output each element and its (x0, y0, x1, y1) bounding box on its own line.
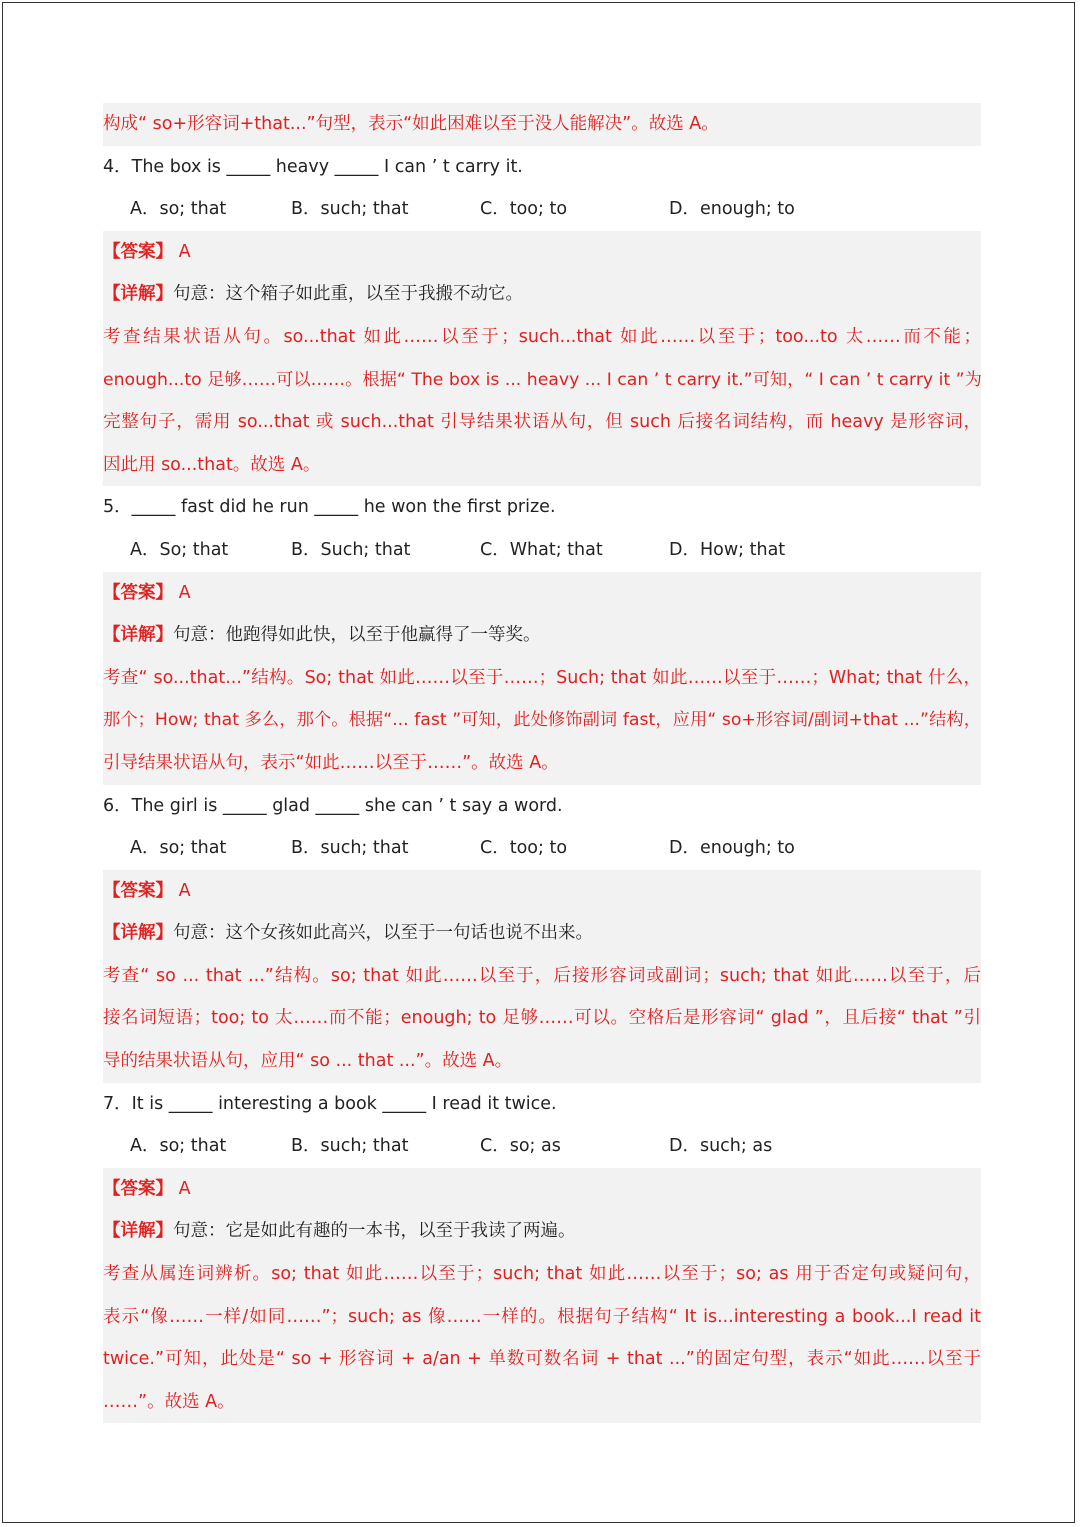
option-a: A．so; that (130, 838, 227, 859)
explanation-line: 引导结果状语从句，表示“如此……以至于……”。故选 A。 (103, 752, 559, 773)
question-6-options (103, 827, 981, 870)
detail-line (103, 614, 981, 657)
answer-label: 【答案】 (103, 241, 173, 262)
detail-label: 【详解】 (103, 1221, 173, 1242)
explanation-line: 因此用 so...that。故选 A。 (103, 454, 321, 475)
question-7-analysis (103, 1168, 981, 1424)
option-b: B．Such; that (291, 539, 411, 560)
option-c: C．so; as (480, 1136, 561, 1157)
answer-line (103, 1168, 981, 1211)
detail-label: 【详解】 (103, 923, 173, 944)
question-4-analysis (103, 231, 981, 487)
explanation-line: enough...to 足够……可以……。根据“ The box is ... heavy ... I can ’ t carry it.”可知，“ I can ’ t carry it ”为 (103, 369, 982, 390)
option-b: B．such; that (291, 199, 409, 220)
option-d: D．enough; to (669, 838, 795, 859)
answer-value: A (178, 880, 191, 901)
explanation-line: 导的结果状语从句，应用“ so ... that ...”。故选 A。 (103, 1051, 513, 1072)
option-c: C．too; to (480, 838, 568, 859)
question-4-stem: 4．The box is _____ heavy _____ I can ’ t carry it. (103, 156, 523, 177)
answer-label: 【答案】 (103, 880, 173, 901)
explanation-line: 完整句子，需用 so...that 或 such...that 引导结果状语从句，但 such 后接名词结构，而 heavy 是形容词， (103, 412, 981, 433)
question-7-stem: 7．It is _____ interesting a book _____ I read it twice. (103, 1093, 557, 1114)
detail-meaning: 句意：这个女孩如此高兴，以至于一句话也说不出来。 (173, 923, 593, 944)
question-5-stem: 5．_____ fast did he run _____ he won the first prize. (103, 497, 556, 518)
option-b: B．such; that (291, 1136, 409, 1157)
option-d: D．How; that (669, 539, 786, 560)
previous-explanation-block (103, 103, 981, 146)
option-d: D．enough; to (669, 199, 795, 220)
option-b: B．such; that (291, 838, 409, 859)
question-4-options (103, 188, 981, 231)
detail-meaning: 句意：他跑得如此快，以至于他赢得了一等奖。 (173, 625, 541, 646)
option-d: D．such; as (669, 1136, 773, 1157)
explanation-line: 考查结果状语从句。so...that 如此……以至于；such...that 如此……以至于；too...to 太……而不能； (103, 326, 981, 347)
explanation-line: twice.”可知，此处是“ so + 形容词 + a/an + 单数可数名词 + that ...”的固定句型，表示“如此……以至于 (103, 1349, 981, 1370)
explanation-line: 考查“ so...that...”结构。So; that 如此……以至于……；Such; that 如此……以至于……；What; that 什么， (103, 667, 981, 688)
explanation-line: 那个；How; that 多么，那个。根据“... fast ”可知，此处修饰副词 fast，应用“ so+形容词/副词+that ...”结构， (103, 710, 981, 731)
answer-label: 【答案】 (103, 582, 173, 603)
option-c: C．What; that (480, 539, 603, 560)
explanation-line: 表示“像……一样/如同……”；such; as 像……一样的。根据句子结构“ It is...interesting a book...I read it (103, 1306, 981, 1327)
option-a: A．So; that (130, 539, 229, 560)
answer-line (103, 870, 981, 913)
question-6-stem: 6．The girl is _____ glad _____ she can ’ t say a word. (103, 795, 563, 816)
question-7-options (103, 1125, 981, 1168)
explanation-line: 考查从属连词辨析。so; that 如此……以至于；such; that 如此……以至于；so; as 用于否定句或疑问句， (103, 1264, 981, 1285)
document-content (103, 103, 981, 1423)
explanation-line: ……”。故选 A。 (103, 1391, 235, 1412)
detail-meaning: 句意：它是如此有趣的一本书，以至于我读了两遍。 (173, 1221, 576, 1242)
detail-line (103, 1210, 981, 1253)
detail-line (103, 912, 981, 955)
answer-line (103, 231, 981, 274)
detail-label: 【详解】 (103, 284, 173, 305)
explanation-line: 接名词短语；too; to 太……而不能；enough; to 足够……可以。空格后是形容词“ glad ”，且后接“ that ”引 (103, 1008, 981, 1029)
detail-label: 【详解】 (103, 625, 173, 646)
answer-value: A (178, 582, 191, 603)
previous-explanation-line: 构成“ so+形容词+that...”句型，表示“如此困难以至于没人能解决”。故选 A。 (103, 114, 719, 134)
answer-value: A (178, 241, 191, 262)
option-c: C．too; to (480, 199, 568, 220)
explanation-line: 考查“ so ... that ...”结构。so; that 如此……以至于，后接形容词或副词；such; that 如此……以至于，后 (103, 965, 981, 986)
option-a: A．so; that (130, 199, 227, 220)
option-a: A．so; that (130, 1136, 227, 1157)
answer-line (103, 572, 981, 615)
detail-line (103, 273, 981, 316)
detail-meaning: 句意：这个箱子如此重，以至于我搬不动它。 (173, 284, 523, 305)
question-5-analysis (103, 572, 981, 785)
question-5-options (103, 529, 981, 572)
answer-value: A (178, 1178, 191, 1199)
answer-label: 【答案】 (103, 1178, 173, 1199)
question-6-analysis (103, 870, 981, 1083)
